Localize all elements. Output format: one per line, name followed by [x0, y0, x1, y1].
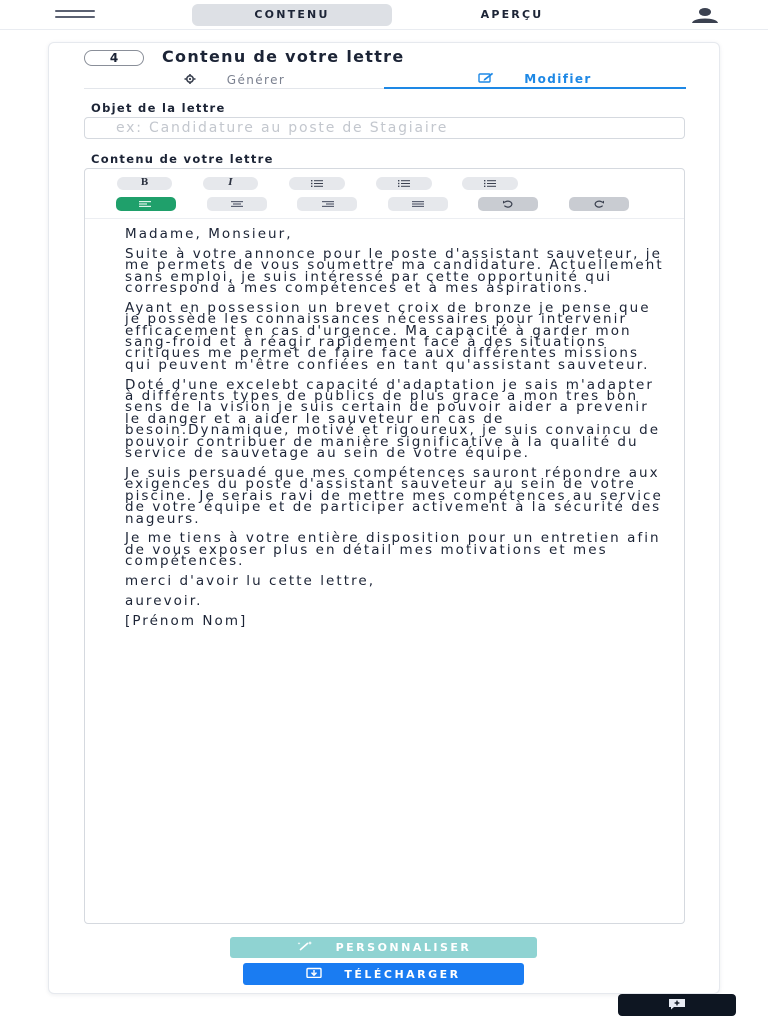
bold-button[interactable]: B — [117, 177, 172, 190]
edit-icon — [478, 72, 494, 86]
personnaliser-label: PERSONNALISER — [335, 941, 472, 954]
bullet-list-button[interactable] — [289, 177, 345, 190]
tab-modifier[interactable] — [384, 71, 686, 89]
chat-icon — [668, 998, 686, 1013]
gear-icon — [183, 73, 197, 87]
numbered-list-icon — [398, 180, 410, 187]
align-right-button[interactable] — [297, 197, 357, 211]
download-icon — [306, 967, 322, 981]
checklist-button[interactable] — [462, 177, 518, 190]
telecharger-label: TÉLÉCHARGER — [344, 967, 461, 981]
letter-paragraph: aurevoir. — [125, 592, 203, 609]
align-center-button[interactable] — [207, 197, 267, 211]
bullet-list-icon — [311, 180, 323, 187]
align-justify-button[interactable] — [388, 197, 448, 211]
tab-generer[interactable] — [84, 71, 384, 89]
undo-button[interactable] — [478, 197, 538, 211]
align-left-button[interactable] — [116, 197, 176, 211]
step-number-badge: 4 — [84, 50, 144, 66]
numbered-list-button[interactable] — [376, 177, 432, 190]
tab-modifier-label: Modifier — [524, 72, 592, 86]
letter-paragraph: Madame, Monsieur, — [125, 226, 293, 242]
letter-paragraph: Doté d'une excelebt capacité d'adaptation je sais m'adapter à différents types de publics de plus grace a mon tres bon sens de la vision je suis certain de pouvoir aider a prevenir le danger et a aider le sauveteur en cas de besoin.Dynamique, motivé et rigoureux, je suis convaincu de pouvoir contribuer de manière significative à la qualité du service de sauvetage au sein de votre équipe. — [125, 376, 661, 462]
letter-paragraph: merci d'avoir lu cette lettre, — [125, 572, 376, 589]
align-justify-icon — [411, 201, 425, 207]
checklist-icon — [484, 180, 496, 187]
redo-button[interactable] — [569, 197, 629, 211]
user-icon[interactable] — [689, 7, 721, 23]
magic-wand-icon — [296, 941, 314, 954]
editor-toolbar — [85, 169, 684, 219]
letter-paragraph: Je me tiens à votre entière disposition pour un entretien afin de vous exposer plus en détail mes motivations et mes compétences. — [125, 530, 661, 570]
telecharger-button[interactable] — [243, 963, 524, 985]
letter-signature: [Prénom Nom] — [125, 612, 248, 629]
section-title: Contenu de votre lettre — [162, 47, 405, 66]
objet-label: Objet de la lettre — [91, 101, 226, 115]
letter-paragraph: Ayant en possession un brevet croix de bronze je pense que je possède les connaissances nécessaires pour intervenir efficacement en cas d'urgence. Ma capacité à garder mon sang-froid et à réagir rapidement face à des situations critiques me permet de faire face aux différentes missions qui peuvent m'être confiées en tant qu'assistant sauveteur. — [125, 299, 651, 373]
italic-button[interactable]: I — [203, 177, 258, 190]
letter-paragraph: Suite à votre annonce pour le poste d'assistant sauveteur, je me permets de vous soumettre ma candidature. Actuellement sans emploi, je suis intéressé par cette opportunité qui correspond à mes compétences et à mes aspirations. — [125, 245, 664, 297]
letter-paragraph: Je suis persuadé que mes compétences sauront répondre aux exigences du poste d'assistant sauveteur au sein de votre piscine. Je serais ravi de mettre mes compétences au service de votre équipe et de participer activement à la sécurité des nageurs. — [125, 464, 663, 527]
align-center-icon — [230, 201, 244, 207]
tab-generer-label: Générer — [226, 72, 286, 87]
hamburger-icon[interactable] — [55, 9, 95, 21]
align-right-icon — [320, 201, 334, 207]
undo-icon — [502, 200, 514, 208]
letter-body[interactable] — [125, 226, 665, 635]
contenu-label: Contenu de votre lettre — [91, 152, 274, 166]
redo-icon — [593, 200, 605, 208]
tab-apercu[interactable]: APERÇU — [412, 4, 612, 26]
align-left-icon — [139, 201, 153, 207]
feedback-button[interactable] — [618, 994, 736, 1016]
objet-input[interactable] — [84, 117, 685, 139]
top-bar — [0, 0, 768, 30]
tab-contenu[interactable]: CONTENU — [192, 4, 392, 26]
personnaliser-button[interactable] — [230, 937, 537, 958]
letter-editor[interactable] — [84, 168, 685, 924]
